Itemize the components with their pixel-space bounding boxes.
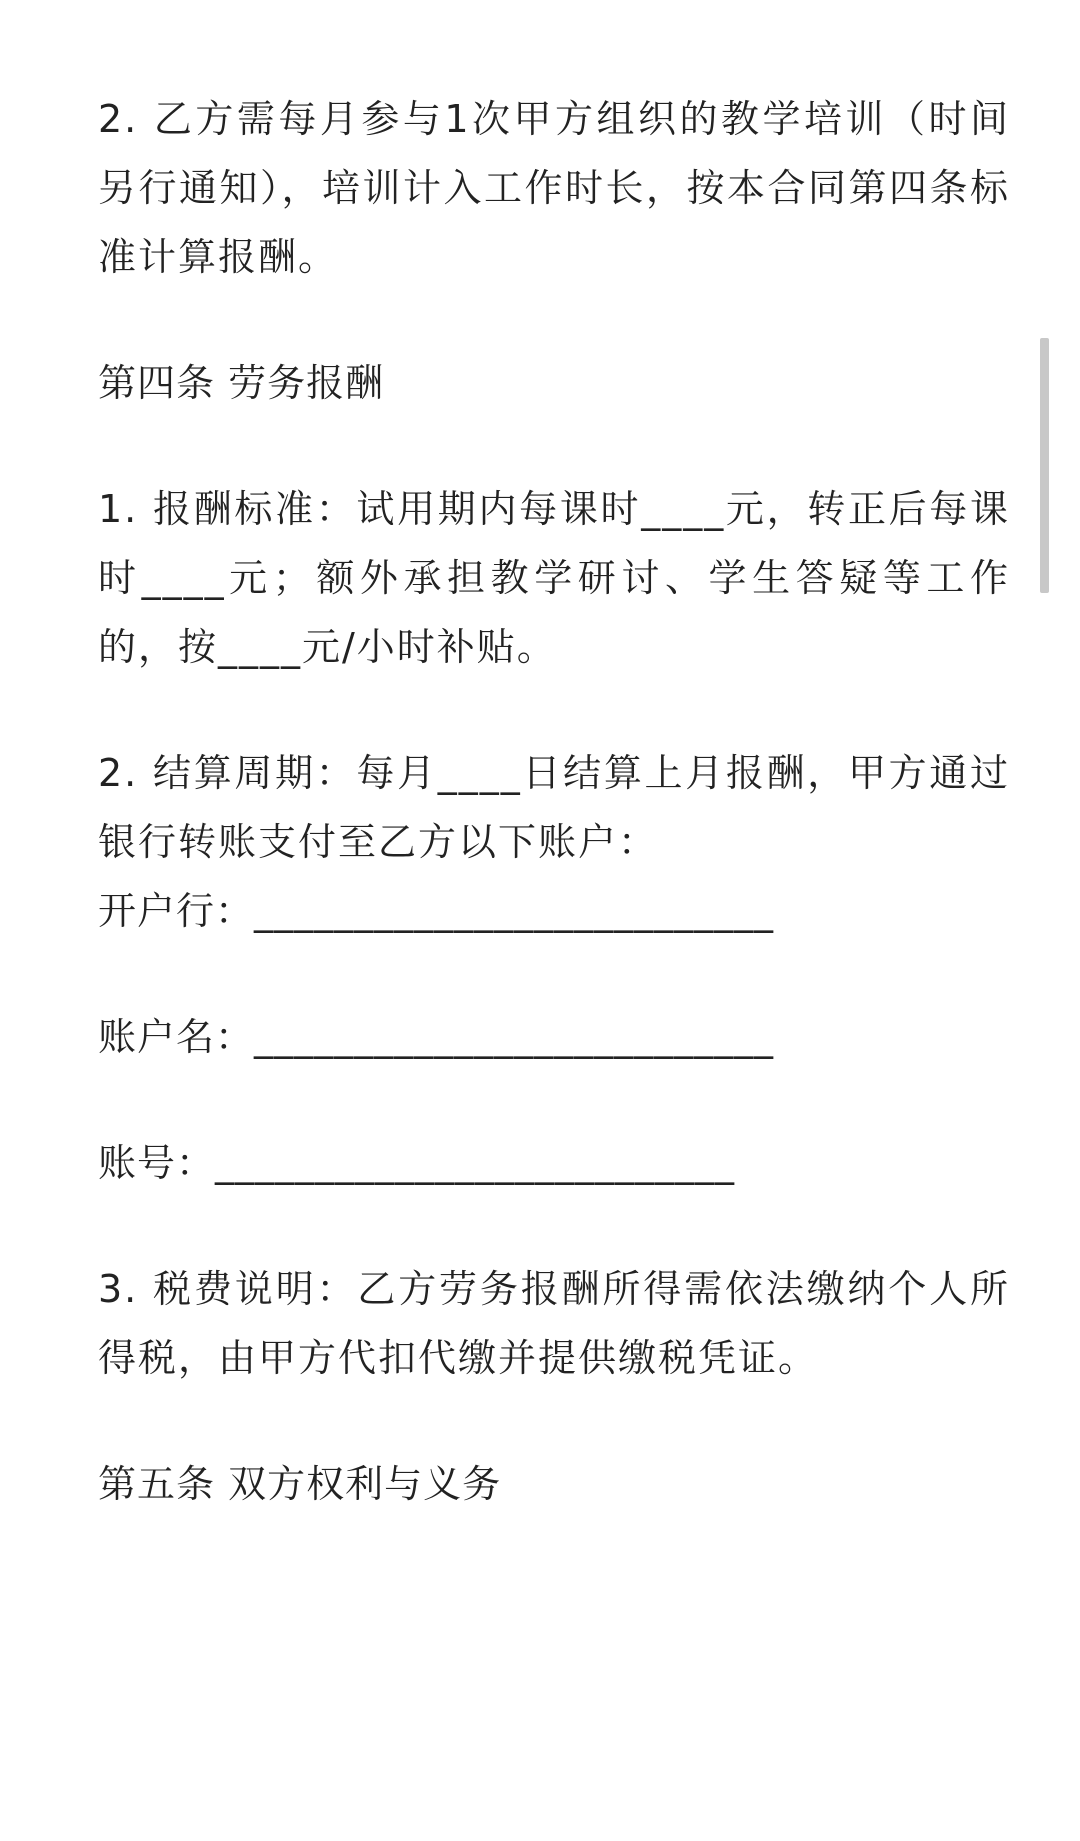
article3-item2-paragraph: 2. 乙方需每月参与1次甲方组织的教学培训（时间另行通知），培训计入工作时长，按本合同第四条标准计算报酬。 <box>98 97 1010 279</box>
article4-item2-paragraph: 2. 结算周期：每月____日结算上月报酬，甲方通过银行转账支付至乙方以下账户： <box>98 751 1010 864</box>
article4-heading: 第四条 劳务报酬 <box>98 361 385 405</box>
account-number-label: 账号： <box>98 1141 216 1185</box>
bank-field-row <box>98 877 1010 946</box>
article4-item1-paragraph: 1. 报酬标准：试用期内每课时____元，转正后每课时____元；额外承担教学研讨、学生答疑等工作的，按____元/小时补贴。 <box>98 487 1010 669</box>
account-name-field-row <box>98 1003 1010 1072</box>
document-body <box>98 85 1010 1519</box>
bank-label: 开户行： <box>98 889 255 933</box>
bank-blank: __________________________ <box>254 889 775 933</box>
account-name-label: 账户名： <box>98 1015 255 1059</box>
article4-item3-paragraph: 3. 税费说明：乙方劳务报酬所得需依法缴纳个人所得税，由甲方代扣代缴并提供缴税凭证。 <box>98 1267 1010 1380</box>
account-name-blank: __________________________ <box>254 1015 775 1059</box>
account-number-blank: __________________________ <box>215 1141 736 1185</box>
account-number-field-row <box>98 1129 1010 1198</box>
vertical-scrollbar[interactable] <box>1040 338 1049 593</box>
article5-heading: 第五条 双方权利与义务 <box>98 1462 502 1506</box>
